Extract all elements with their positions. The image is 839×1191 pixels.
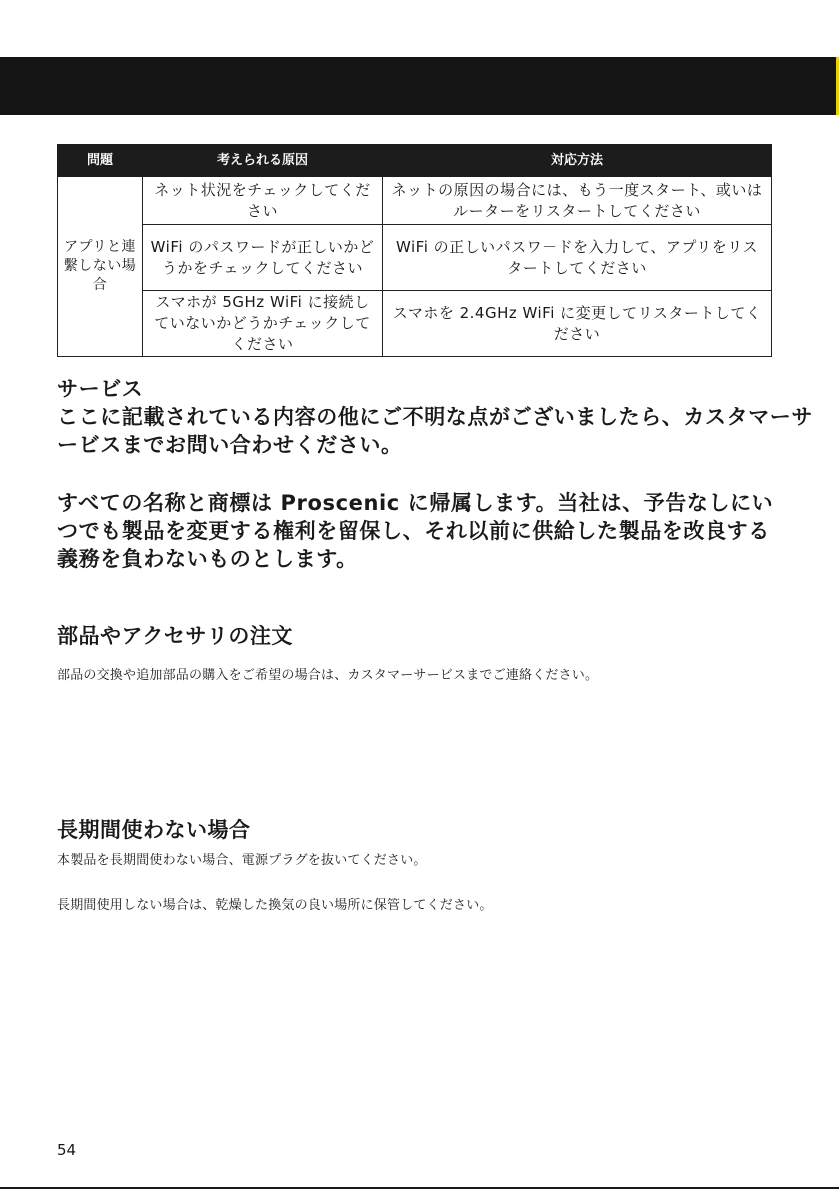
table-header-row — [58, 145, 772, 177]
header-cause: 考えられる原因 — [143, 145, 383, 177]
troubleshooting-table — [57, 144, 772, 357]
header-problem: 問題 — [58, 145, 143, 177]
storage-line-2: 長期間使用しない場合は、乾燥した換気の良い場所に保管してください。 — [57, 898, 493, 913]
cause-cell: WiFi のパスワードが正しいかどうかをチェックしてください — [143, 225, 383, 291]
solution-cell: ネットの原因の場合には、もう一度スタート、或いはルーターをリスタートしてください — [383, 177, 772, 225]
table-row — [58, 177, 772, 225]
cause-cell: スマホが 5GHz WiFi に接続していないかどうかチェックしてください — [143, 291, 383, 357]
parts-heading: 部品やアクセサリの注文 — [57, 624, 293, 648]
service-text: ここに記載されている内容の他にご不明な点がございましたら、カスタマーサービスまでお問い合わせください。 — [57, 405, 813, 457]
header-solution: 対応方法 — [383, 145, 772, 177]
solution-cell: WiFi の正しいパスワ－ドを入力して、アプリをリスタートしてください — [383, 225, 772, 291]
problem-cell: アプリと連繫しない場合 — [58, 177, 143, 357]
cause-cell: ネット状況をチェックしてください — [143, 177, 383, 225]
service-section — [57, 375, 817, 459]
parts-text: 部品の交換や追加部品の購入をご希望の場合は、カスタマーサービスまでご連絡ください。 — [57, 668, 599, 683]
trademark-notice: すべての名称と商標は Proscenic に帰属します。当社は、予告なしにいつでも製品を変更する権利を留保し、それ以前に供給した製品を改良する義務を負わないものとします。 — [57, 491, 774, 571]
page-number: 54 — [57, 1141, 77, 1159]
service-title: サービス — [57, 377, 144, 401]
solution-cell: スマホを 2.4GHz WiFi に変更してリスタートしてください — [383, 291, 772, 357]
bottom-rule — [0, 1187, 839, 1189]
table-row — [58, 225, 772, 291]
storage-line-1: 本製品を長期間使わない場合、電源プラグを抜いてください。 — [57, 853, 427, 868]
header-band — [0, 57, 836, 115]
storage-heading: 長期間使わない場合 — [57, 818, 251, 842]
table-row — [58, 291, 772, 357]
